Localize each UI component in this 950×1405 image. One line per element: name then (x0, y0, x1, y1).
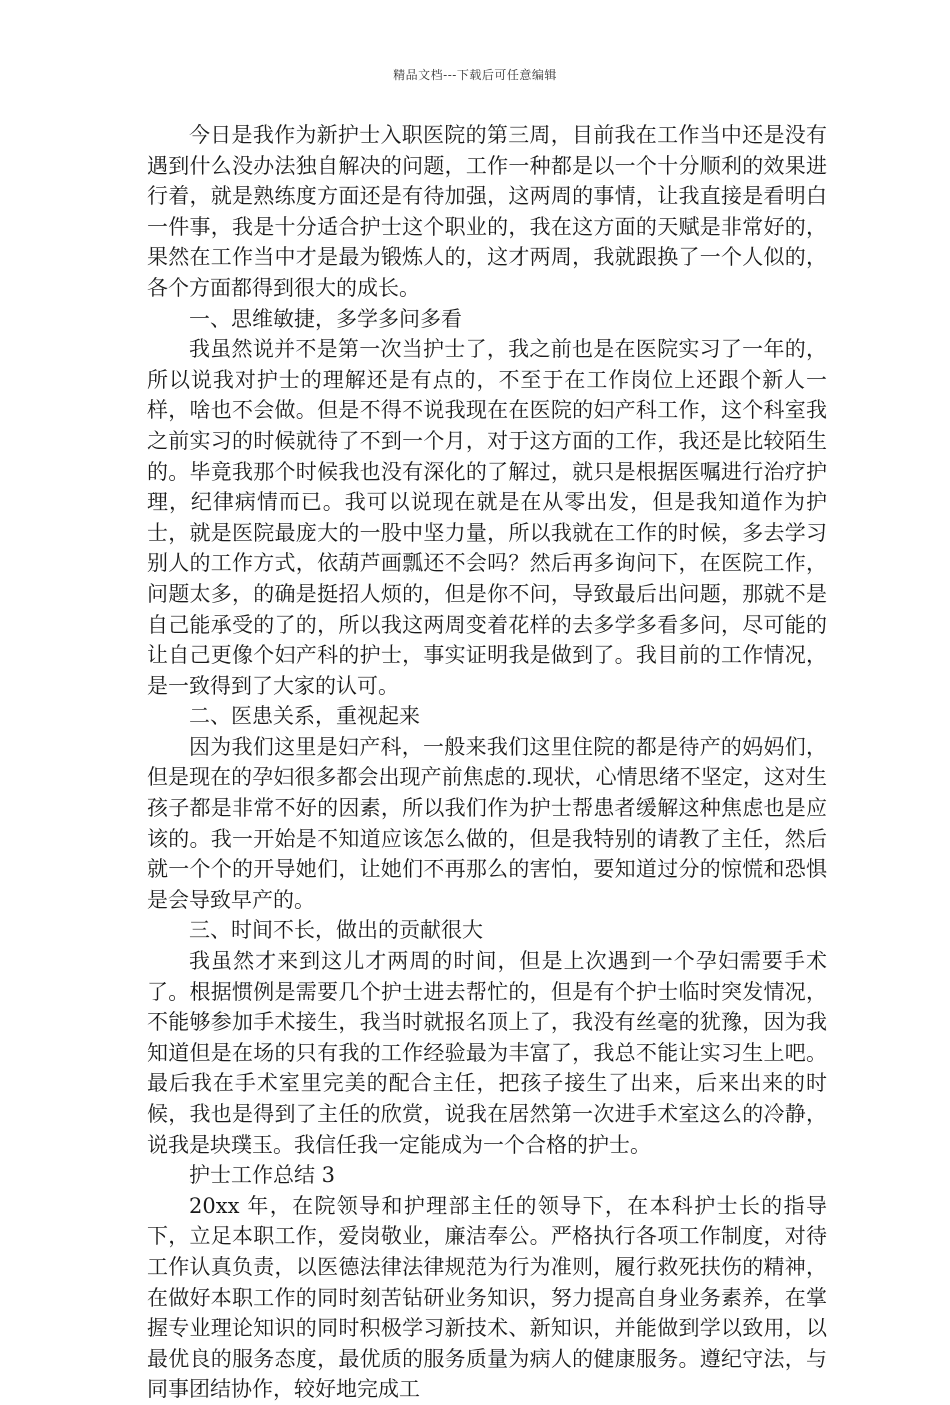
paragraph-intro: 今日是我作为新护士入职医院的第三周，目前我在工作当中还是没有遇到什么没办法独自解决的问题，工作一种都是以一个十分顺利的效果进行着，就是熟练度方面还是有待加强，这两周的事情，让我直接是看明白一件事，我是十分适合护士这个职业的，我在这方面的天赋是非常好的，果然在工作当中才是最为锻炼人的，这才两周，我就跟换了一个人似的，各个方面都得到很大的成长。 (147, 123, 827, 300)
section-heading-1: 一、思维敏捷，多学多问多看 (189, 306, 462, 331)
section-heading-2: 二、医患关系，重视起来 (189, 704, 420, 729)
paragraph-section-2: 因为我们这里是妇产科，一般来我们这里住院的都是待产的妈妈们，但是现在的孕妇很多都会出现产前焦虑的.现状，心情思绪不坚定，这对生孩子都是非常不好的因素，所以我们作为护士帮患者缓解这种焦虑也是应该的。我一开始是不知道应该怎么做的，但是我特别的请教了主任，然后就一个个的开导她们，让她们不再那么的害怕，要知道过分的惊慌和恐惧是会导致早产的。 (147, 734, 827, 912)
paragraph-section-1: 我虽然说并不是第一次当护士了，我之前也是在医院实习了一年的，所以说我对护士的理解还是有点的，不至于在工作岗位上还跟个新人一样，啥也不会做。但是不得不说我现在在医院的妇产科工作，这个科室我之前实习的时候就待了不到一个月，对于这方面的工作，我还是比较陌生的。毕竟我那个时候我也没有深化的了解过，就只是根据医嘱进行治疗护理，纪律病情而已。我可以说现在就是在从零出发，但是我知道作为护士，就是医院最庞大的一股中坚力量，所以我就在工作的时候，多去学习别人的工作方式，依葫芦画瓢还不会吗？然后再多询问下，在医院工作，问题太多，的确是挺招人烦的，但是你不问，导致最后出问题，那就不是自己能承受的了的，所以我这两周变着花样的去多学多看多问，尽可能的让自己更像个妇产科的护士，事实证明我是做到了。我目前的工作情况，是一致得到了大家的认可。 (147, 337, 827, 698)
paragraph-summary-3: 20xx 年，在院领导和护理部主任的领导下，在本科护士长的指导下，立足本职工作，爱岗敬业，廉洁奉公。严格执行各项工作制度，对待工作认真负责，以医德法律法律规范为行为准则，履行救死扶伤的精神，在做好本职工作的同时刻苦钻研业务知识，努力提高自身业务素养，在掌握专业理论知识的同时积极学习新技术、新知识，并能做到学以致用，以最优良的服务态度，最优质的服务质量为病人的健康服务。遵纪守法，与同事团结协作，较好地完成工 (147, 1193, 827, 1402)
section-heading-3: 三、时间不长，做出的贡献很大 (189, 918, 483, 943)
page-header: 精品文档---下载后可任意编辑 (393, 68, 557, 82)
paragraph-section-3: 我虽然才来到这儿才两周的时间，但是上次遇到一个孕妇需要手术了。根据惯例是需要几个护士进去帮忙的，但是有个护士临时突发情况，不能够参加手术接生，我当时就报名顶上了，我没有丝毫的犹豫，因为我知道但是在场的只有我的工作经验最为丰富了，我总不能让实习生上吧。最后我在手术室里完美的配合主任，把孩子接生了出来，后来出来的时候，我也是得到了主任的欣赏，说我在居然第一次进手术室这么的冷静，说我是块璞玉。我信任我一定能成为一个合格的护士。 (147, 949, 827, 1157)
summary-title-3: 护士工作总结 3 (189, 1163, 336, 1188)
document-body (147, 120, 827, 1405)
